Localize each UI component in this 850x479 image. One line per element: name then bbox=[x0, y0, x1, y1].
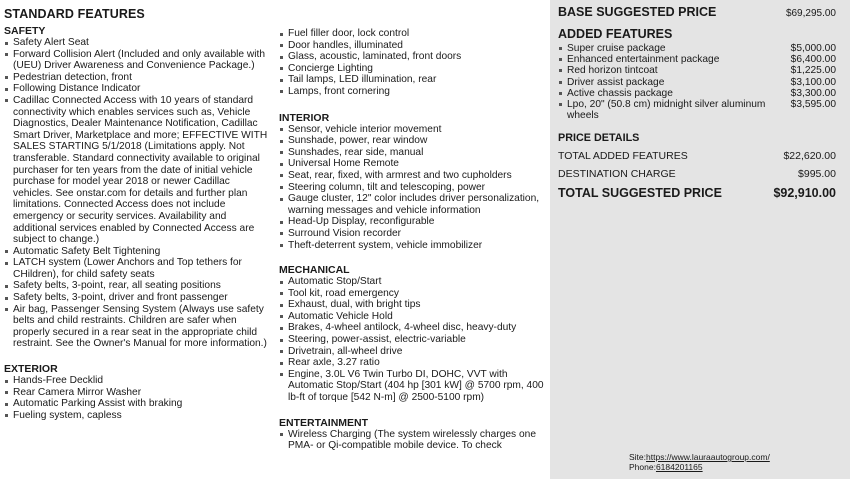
list-item: Forward Collision Alert (Included and only available with (UEU) Driver Awareness and Convenience Package.) bbox=[4, 49, 270, 72]
entertainment-section bbox=[279, 417, 547, 452]
list-item: Door handles, illuminated bbox=[279, 40, 547, 52]
package-price: $6,400.00 bbox=[790, 54, 836, 66]
list-item: Steering, power-assist, electric-variable bbox=[279, 334, 547, 346]
list-item: Wireless Charging (The system wirelessly charges one PMA- or Qi-compatible mobile device. To check bbox=[279, 429, 547, 452]
base-price-label: BASE SUGGESTED PRICE bbox=[558, 5, 717, 19]
list-item bbox=[558, 99, 836, 121]
site-label: Site: bbox=[629, 452, 647, 462]
total-added-value: $22,620.00 bbox=[783, 150, 836, 163]
package-name: Super cruise package bbox=[567, 43, 666, 54]
list-item: Pedestrian detection, front bbox=[4, 72, 270, 84]
list-item: Sunshades, rear side, manual bbox=[279, 147, 547, 159]
list-item: Safety belts, 3-point, driver and front passenger bbox=[4, 292, 270, 304]
list-item: Brakes, 4-wheel antilock, 4-wheel disc, heavy-duty bbox=[279, 322, 547, 334]
list-item: Fuel filler door, lock control bbox=[279, 28, 547, 40]
list-item: Theft-deterrent system, vehicle immobilizer bbox=[279, 240, 547, 252]
package-price: $5,000.00 bbox=[790, 43, 836, 54]
package-name: Driver assist package bbox=[567, 76, 665, 88]
list-item bbox=[558, 88, 836, 99]
base-price-value: $69,295.00 bbox=[785, 8, 836, 19]
list-item bbox=[558, 65, 836, 76]
list-item: Sensor, vehicle interior movement bbox=[279, 124, 547, 136]
total-added-row bbox=[558, 150, 836, 162]
list-item: Seat, rear, fixed, with armrest and two cupholders bbox=[279, 170, 547, 182]
list-item: Surround Vision recorder bbox=[279, 228, 547, 240]
destination-label: DESTINATION CHARGE bbox=[558, 168, 676, 181]
list-item: Automatic Parking Assist with braking bbox=[4, 398, 270, 410]
exterior-section bbox=[4, 363, 270, 421]
safety-section bbox=[4, 25, 270, 350]
added-features-list bbox=[558, 43, 836, 121]
safety-list bbox=[4, 37, 270, 350]
entertainment-title: ENTERTAINMENT bbox=[279, 416, 369, 429]
list-item: Safety belts, 3-point, rear, all seating positions bbox=[4, 280, 270, 292]
exterior-continued-list bbox=[279, 28, 547, 98]
phone-link[interactable]: 6184201165 bbox=[655, 462, 703, 472]
destination-value: $995.00 bbox=[798, 168, 836, 181]
left-column bbox=[4, 0, 270, 421]
list-item: LATCH system (Lower Anchors and Top tethers for CHildren), for child safety seats bbox=[4, 257, 270, 280]
site-link[interactable]: https://www.lauraautogroup.com/ bbox=[646, 452, 770, 462]
list-item: Steering column, tilt and telescoping, power bbox=[279, 182, 547, 194]
list-item: Exhaust, dual, with bright tips bbox=[279, 299, 547, 311]
list-item bbox=[558, 43, 836, 54]
standard-features-title: STANDARD FEATURES bbox=[4, 7, 145, 21]
interior-section bbox=[279, 112, 547, 252]
package-price: $3,595.00 bbox=[790, 99, 836, 111]
package-price: $1,225.00 bbox=[790, 65, 836, 77]
mechanical-section bbox=[279, 264, 547, 404]
interior-list bbox=[279, 124, 547, 252]
entertainment-list bbox=[279, 429, 547, 452]
total-added-label: TOTAL ADDED FEATURES bbox=[558, 150, 688, 163]
list-item: Engine, 3.0L V6 Twin Turbo DI, DOHC, VVT with Automatic Stop/Start (404 hp [301 kW] @ 5700 rpm, 400 lb-ft of torque [542 N-m] @ 2500-5100 rpm) bbox=[279, 369, 547, 404]
total-price-value: $92,910.00 bbox=[773, 186, 836, 201]
list-item: Lamps, front cornering bbox=[279, 86, 547, 98]
list-item: Automatic Stop/Start bbox=[279, 276, 547, 288]
package-name: Active chassis package bbox=[567, 87, 673, 99]
phone-label: Phone: bbox=[629, 462, 656, 472]
package-price: $3,300.00 bbox=[790, 87, 836, 99]
total-price-label: TOTAL SUGGESTED PRICE bbox=[558, 186, 722, 201]
list-item: Glass, acoustic, laminated, front doors bbox=[279, 51, 547, 63]
exterior-title: EXTERIOR bbox=[4, 363, 58, 376]
list-item: Rear Camera Mirror Washer bbox=[4, 387, 270, 399]
interior-title: INTERIOR bbox=[279, 111, 330, 124]
total-price-row bbox=[558, 186, 836, 200]
package-price: $3,100.00 bbox=[790, 76, 836, 88]
destination-row bbox=[558, 168, 836, 180]
package-name: Lpo, 20" (50.8 cm) midnight silver aluminum wheels bbox=[567, 99, 766, 122]
mechanical-list bbox=[279, 276, 547, 404]
base-price-row bbox=[558, 5, 836, 19]
list-item: Concierge Lighting bbox=[279, 63, 547, 75]
package-name: Enhanced entertainment package bbox=[567, 54, 720, 66]
list-item: Hands-Free Decklid bbox=[4, 375, 270, 387]
list-item: Universal Home Remote bbox=[279, 158, 547, 170]
list-item: Air bag, Passenger Sensing System (Always use safety belts and child restraints. Children are safer when properly secured in a rear seat in the appropriate child restraint. See the Owner's Manual for more information.) bbox=[4, 304, 270, 350]
phone-line bbox=[629, 462, 770, 472]
list-item: Rear axle, 3.27 ratio bbox=[279, 357, 547, 369]
list-item: Tail lamps, LED illumination, rear bbox=[279, 74, 547, 86]
package-name: Red horizon tintcoat bbox=[567, 65, 658, 77]
price-details-title: PRICE DETAILS bbox=[558, 132, 640, 145]
list-item bbox=[558, 77, 836, 88]
list-item: Head-Up Display, reconfigurable bbox=[279, 216, 547, 228]
list-item bbox=[558, 54, 836, 65]
list-item: Automatic Safety Belt Tightening bbox=[4, 246, 270, 258]
list-item: Safety Alert Seat bbox=[4, 37, 270, 49]
site-line bbox=[629, 452, 770, 462]
exterior-list bbox=[4, 375, 270, 421]
list-item: Automatic Vehicle Hold bbox=[279, 311, 547, 323]
safety-title: SAFETY bbox=[4, 25, 46, 37]
pricing-panel bbox=[550, 0, 850, 479]
list-item: Drivetrain, all-wheel drive bbox=[279, 346, 547, 358]
mechanical-title: MECHANICAL bbox=[279, 264, 350, 277]
list-item: Sunshade, power, rear window bbox=[279, 135, 547, 147]
list-item: Following Distance Indicator bbox=[4, 83, 270, 95]
list-item: Fueling system, capless bbox=[4, 410, 270, 422]
list-item: Gauge cluster, 12" color includes driver personalization, warning messages and vehicle information bbox=[279, 193, 547, 216]
list-item: Cadillac Connected Access with 10 years of standard connectivity which enables services such as, Vehicle Diagnostics, Dealer Maintenance Notification, Cadillac Smart Driver, Marketplace and more; EFFECTIVE WITH SALES STARTING 5/1/2018 (Limitations apply. Not transferable. Standard connectivity available to original purchaser for ten years from the date of initial vehicle purchase for model year 2018 or newer Cadillac vehicles. See onstar.com for details and further plan limitations. Connected Access does not include emergency or security services. Availability and additional services enabled by Connected Access are subject to change.) bbox=[4, 95, 270, 246]
middle-column bbox=[279, 0, 547, 452]
contact-block bbox=[629, 452, 770, 472]
list-item: Tool kit, road emergency bbox=[279, 288, 547, 300]
added-features-title: ADDED FEATURES bbox=[558, 27, 673, 41]
